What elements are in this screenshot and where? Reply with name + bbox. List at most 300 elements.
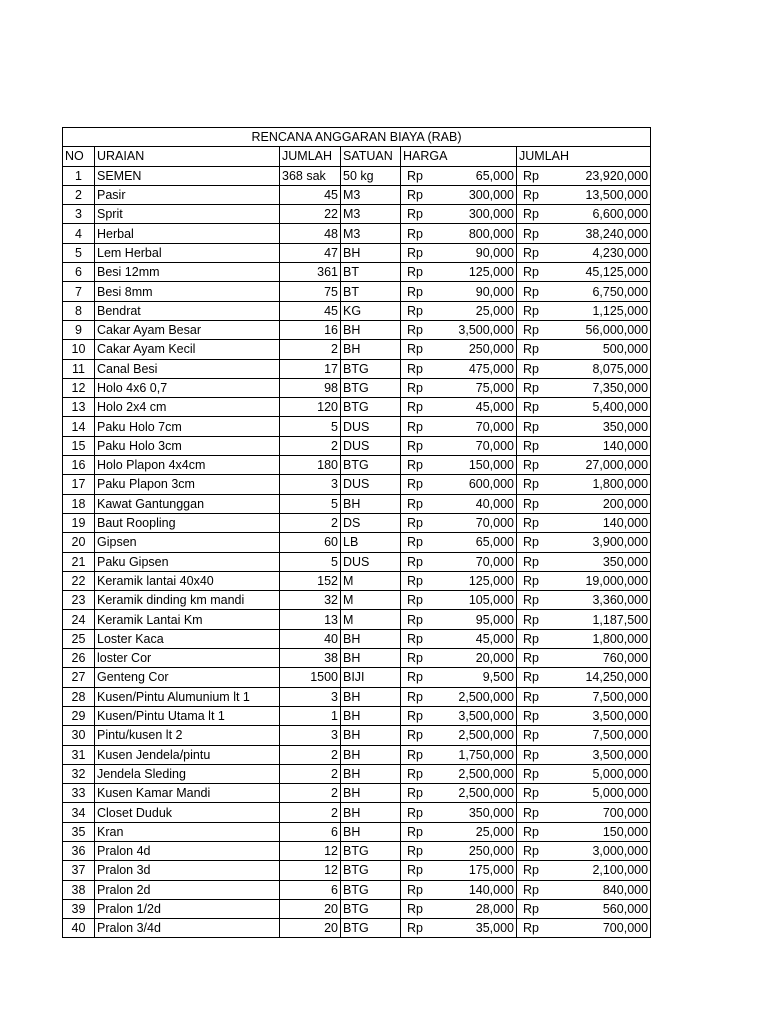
- currency-label: Rp: [523, 245, 539, 260]
- row-satuan: 50 kg: [341, 166, 401, 185]
- row-jumlah: 22: [280, 205, 341, 224]
- row-total: [517, 552, 651, 571]
- row-harga: [401, 263, 517, 282]
- table-row: [63, 803, 651, 822]
- currency-label: Rp: [407, 496, 423, 511]
- currency-label: Rp: [407, 612, 423, 627]
- currency-label: Rp: [523, 458, 539, 473]
- currency-label: Rp: [523, 303, 539, 318]
- row-satuan: DUS: [341, 417, 401, 436]
- table-row: [63, 706, 651, 725]
- header-harga: HARGA: [401, 147, 517, 166]
- row-no: 3: [63, 205, 95, 224]
- row-uraian: Paku Gipsen: [95, 552, 280, 571]
- row-jumlah: 3: [280, 475, 341, 494]
- row-harga: [401, 822, 517, 841]
- currency-label: Rp: [407, 535, 423, 550]
- row-satuan: BTG: [341, 378, 401, 397]
- row-no: 34: [63, 803, 95, 822]
- row-satuan: M3: [341, 185, 401, 204]
- row-harga: [401, 803, 517, 822]
- row-harga: [401, 919, 517, 938]
- title-row: [63, 128, 651, 147]
- row-satuan: BIJI: [341, 668, 401, 687]
- row-total: [517, 513, 651, 532]
- currency-label: Rp: [407, 786, 423, 801]
- row-uraian: Lem Herbal: [95, 243, 280, 262]
- row-satuan: BH: [341, 494, 401, 513]
- row-total: [517, 282, 651, 301]
- currency-label: Rp: [523, 477, 539, 492]
- row-satuan: BTG: [341, 899, 401, 918]
- row-total: [517, 861, 651, 880]
- row-harga: [401, 591, 517, 610]
- harga-value: 105,000: [468, 593, 514, 608]
- row-total: [517, 649, 651, 668]
- row-no: 32: [63, 764, 95, 783]
- harga-value: 2,500,000: [458, 728, 514, 743]
- table-row: [63, 552, 651, 571]
- row-harga: [401, 687, 517, 706]
- harga-value: 250,000: [468, 342, 514, 357]
- row-satuan: BH: [341, 649, 401, 668]
- row-satuan: M: [341, 610, 401, 629]
- currency-label: Rp: [523, 689, 539, 704]
- row-total: [517, 591, 651, 610]
- row-no: 10: [63, 340, 95, 359]
- harga-value: 350,000: [468, 805, 514, 820]
- row-total: [517, 533, 651, 552]
- table-row: [63, 417, 651, 436]
- header-uraian: URAIAN: [95, 147, 280, 166]
- total-value: 140,000: [602, 438, 649, 453]
- row-uraian: Holo 4x6 0,7: [95, 378, 280, 397]
- row-satuan: BH: [341, 822, 401, 841]
- row-satuan: DUS: [341, 475, 401, 494]
- table-row: [63, 513, 651, 532]
- row-no: 19: [63, 513, 95, 532]
- row-jumlah: 2: [280, 340, 341, 359]
- row-harga: [401, 571, 517, 590]
- harga-value: 45,000: [475, 631, 514, 646]
- total-value: 3,000,000: [592, 844, 649, 859]
- row-total: [517, 745, 651, 764]
- row-total: [517, 919, 651, 938]
- harga-value: 70,000: [475, 419, 514, 434]
- currency-label: Rp: [523, 863, 539, 878]
- total-value: 350,000: [602, 419, 649, 434]
- currency-label: Rp: [523, 284, 539, 299]
- currency-label: Rp: [523, 554, 539, 569]
- total-value: 5,000,000: [592, 786, 649, 801]
- row-jumlah: 6: [280, 822, 341, 841]
- currency-label: Rp: [523, 381, 539, 395]
- total-value: 14,250,000: [585, 670, 649, 685]
- row-jumlah: 1: [280, 706, 341, 725]
- row-no: 23: [63, 591, 95, 610]
- row-total: [517, 301, 651, 320]
- harga-value: 300,000: [468, 207, 514, 222]
- row-harga: [401, 745, 517, 764]
- row-no: 5: [63, 243, 95, 262]
- row-harga: [401, 282, 517, 301]
- harga-value: 300,000: [468, 188, 514, 203]
- total-value: 23,920,000: [585, 168, 649, 183]
- row-jumlah: 361: [280, 263, 341, 282]
- row-total: [517, 784, 651, 803]
- row-total: [517, 359, 651, 378]
- row-uraian: Besi 12mm: [95, 263, 280, 282]
- row-uraian: Baut Roopling: [95, 513, 280, 532]
- currency-label: Rp: [407, 921, 423, 936]
- row-satuan: BH: [341, 745, 401, 764]
- row-jumlah: 152: [280, 571, 341, 590]
- row-harga: [401, 649, 517, 668]
- row-satuan: BH: [341, 243, 401, 262]
- total-value: 7,500,000: [592, 728, 649, 743]
- row-no: 11: [63, 359, 95, 378]
- row-no: 26: [63, 649, 95, 668]
- row-total: [517, 687, 651, 706]
- row-jumlah: 48: [280, 224, 341, 243]
- row-harga: [401, 436, 517, 455]
- table-row: [63, 822, 651, 841]
- currency-label: Rp: [523, 844, 539, 859]
- total-value: 760,000: [602, 651, 649, 666]
- currency-label: Rp: [523, 188, 539, 203]
- row-no: 25: [63, 629, 95, 648]
- currency-label: Rp: [407, 554, 423, 569]
- table-row: [63, 668, 651, 687]
- row-satuan: DUS: [341, 436, 401, 455]
- currency-label: Rp: [523, 882, 539, 897]
- row-harga: [401, 205, 517, 224]
- harga-value: 125,000: [468, 573, 514, 588]
- currency-label: Rp: [407, 419, 423, 434]
- harga-value: 90,000: [475, 284, 514, 299]
- table-row: [63, 475, 651, 494]
- row-jumlah: 120: [280, 398, 341, 417]
- table-row: [63, 224, 651, 243]
- harga-value: 75,000: [475, 381, 514, 395]
- currency-label: Rp: [407, 342, 423, 357]
- harga-value: 65,000: [475, 535, 514, 550]
- row-no: 8: [63, 301, 95, 320]
- table-row: [63, 456, 651, 475]
- currency-label: Rp: [407, 902, 423, 917]
- row-no: 15: [63, 436, 95, 455]
- row-uraian: Keramik lantai 40x40: [95, 571, 280, 590]
- currency-label: Rp: [523, 709, 539, 724]
- row-no: 21: [63, 552, 95, 571]
- harga-value: 2,500,000: [458, 766, 514, 781]
- currency-label: Rp: [523, 207, 539, 222]
- row-satuan: BTG: [341, 861, 401, 880]
- row-no: 2: [63, 185, 95, 204]
- currency-label: Rp: [523, 786, 539, 801]
- harga-value: 2,500,000: [458, 786, 514, 801]
- row-no: 29: [63, 706, 95, 725]
- row-uraian: Pasir: [95, 185, 280, 204]
- total-value: 45,125,000: [585, 265, 649, 280]
- row-harga: [401, 398, 517, 417]
- harga-value: 175,000: [468, 863, 514, 878]
- row-uraian: Closet Duduk: [95, 803, 280, 822]
- row-harga: [401, 880, 517, 899]
- total-value: 150,000: [602, 824, 649, 839]
- harga-value: 3,500,000: [458, 323, 514, 338]
- total-value: 56,000,000: [585, 323, 649, 338]
- table-row: [63, 359, 651, 378]
- total-value: 38,240,000: [585, 226, 649, 241]
- row-uraian: Paku Plapon 3cm: [95, 475, 280, 494]
- harga-value: 9,500: [482, 670, 514, 685]
- row-no: 30: [63, 726, 95, 745]
- row-uraian: Keramik Lantai Km: [95, 610, 280, 629]
- row-uraian: Pralon 1/2d: [95, 899, 280, 918]
- row-harga: [401, 320, 517, 339]
- row-satuan: BH: [341, 726, 401, 745]
- currency-label: Rp: [407, 728, 423, 743]
- harga-value: 250,000: [468, 844, 514, 859]
- currency-label: Rp: [407, 573, 423, 588]
- row-harga: [401, 224, 517, 243]
- row-total: [517, 417, 651, 436]
- harga-value: 475,000: [468, 361, 514, 376]
- row-harga: [401, 475, 517, 494]
- row-jumlah: 38: [280, 649, 341, 668]
- row-satuan: BH: [341, 803, 401, 822]
- total-value: 1,800,000: [592, 477, 649, 492]
- currency-label: Rp: [523, 342, 539, 357]
- row-harga: [401, 456, 517, 475]
- row-total: [517, 764, 651, 783]
- currency-label: Rp: [407, 207, 423, 222]
- row-no: 39: [63, 899, 95, 918]
- row-harga: [401, 513, 517, 532]
- harga-value: 25,000: [475, 824, 514, 839]
- row-satuan: M3: [341, 205, 401, 224]
- row-uraian: Holo 2x4 cm: [95, 398, 280, 417]
- row-harga: [401, 417, 517, 436]
- row-uraian: Bendrat: [95, 301, 280, 320]
- harga-value: 90,000: [475, 245, 514, 260]
- row-total: [517, 494, 651, 513]
- currency-label: Rp: [523, 747, 539, 762]
- row-jumlah: 3: [280, 726, 341, 745]
- header-no: NO: [63, 147, 95, 166]
- currency-label: Rp: [407, 381, 423, 395]
- row-no: 22: [63, 571, 95, 590]
- total-value: 3,360,000: [592, 593, 649, 608]
- currency-label: Rp: [523, 496, 539, 511]
- row-satuan: BT: [341, 282, 401, 301]
- row-satuan: DUS: [341, 552, 401, 571]
- table-row: [63, 494, 651, 513]
- row-jumlah: 5: [280, 417, 341, 436]
- row-harga: [401, 552, 517, 571]
- currency-label: Rp: [523, 361, 539, 376]
- row-no: 24: [63, 610, 95, 629]
- row-total: [517, 378, 651, 397]
- row-satuan: M3: [341, 224, 401, 243]
- currency-label: Rp: [407, 458, 423, 473]
- row-uraian: Kran: [95, 822, 280, 841]
- row-jumlah: 47: [280, 243, 341, 262]
- row-total: [517, 340, 651, 359]
- harga-value: 45,000: [475, 400, 514, 415]
- currency-label: Rp: [407, 709, 423, 724]
- total-value: 5,400,000: [592, 400, 649, 415]
- total-value: 6,750,000: [592, 284, 649, 299]
- currency-label: Rp: [407, 438, 423, 453]
- currency-label: Rp: [407, 284, 423, 299]
- row-jumlah: 368 sak: [280, 166, 341, 185]
- row-jumlah: 2: [280, 764, 341, 783]
- total-value: 7,500,000: [592, 689, 649, 704]
- row-jumlah: 2: [280, 745, 341, 764]
- table-row: [63, 687, 651, 706]
- row-harga: [401, 610, 517, 629]
- row-no: 38: [63, 880, 95, 899]
- harga-value: 125,000: [468, 265, 514, 280]
- row-no: 17: [63, 475, 95, 494]
- row-satuan: BTG: [341, 841, 401, 860]
- row-uraian: Kusen/Pintu Alumunium lt 1: [95, 687, 280, 706]
- row-jumlah: 75: [280, 282, 341, 301]
- currency-label: Rp: [523, 168, 539, 183]
- row-no: 4: [63, 224, 95, 243]
- table-row: [63, 301, 651, 320]
- table-row: [63, 320, 651, 339]
- row-satuan: BT: [341, 263, 401, 282]
- row-harga: [401, 706, 517, 725]
- row-uraian: Holo Plapon 4x4cm: [95, 456, 280, 475]
- row-uraian: Pralon 4d: [95, 841, 280, 860]
- row-no: 28: [63, 687, 95, 706]
- row-total: [517, 398, 651, 417]
- total-value: 1,125,000: [592, 303, 649, 318]
- row-uraian: Herbal: [95, 224, 280, 243]
- row-satuan: BTG: [341, 919, 401, 938]
- currency-label: Rp: [523, 824, 539, 839]
- row-no: 31: [63, 745, 95, 764]
- row-uraian: Kusen/Pintu Utama lt 1: [95, 706, 280, 725]
- row-jumlah: 2: [280, 803, 341, 822]
- header-total: JUMLAH: [517, 147, 651, 166]
- currency-label: Rp: [523, 805, 539, 820]
- row-jumlah: 6: [280, 880, 341, 899]
- row-satuan: BH: [341, 629, 401, 648]
- currency-label: Rp: [407, 265, 423, 280]
- row-jumlah: 45: [280, 301, 341, 320]
- table-row: [63, 571, 651, 590]
- row-no: 7: [63, 282, 95, 301]
- row-total: [517, 436, 651, 455]
- row-no: 16: [63, 456, 95, 475]
- total-value: 3,500,000: [592, 747, 649, 762]
- total-value: 500,000: [602, 342, 649, 357]
- total-value: 19,000,000: [585, 573, 649, 588]
- currency-label: Rp: [523, 419, 539, 434]
- row-total: [517, 880, 651, 899]
- row-total: [517, 610, 651, 629]
- row-jumlah: 17: [280, 359, 341, 378]
- currency-label: Rp: [407, 168, 423, 183]
- row-no: 13: [63, 398, 95, 417]
- row-satuan: M: [341, 591, 401, 610]
- row-total: [517, 475, 651, 494]
- total-value: 1,187,500: [592, 612, 649, 627]
- row-uraian: Canal Besi: [95, 359, 280, 378]
- harga-value: 65,000: [475, 168, 514, 183]
- header-satuan: SATUAN: [341, 147, 401, 166]
- row-uraian: Cakar Ayam Besar: [95, 320, 280, 339]
- row-uraian: Loster Kaca: [95, 629, 280, 648]
- row-total: [517, 629, 651, 648]
- row-satuan: BTG: [341, 880, 401, 899]
- total-value: 8,075,000: [592, 361, 649, 376]
- table-row: [63, 243, 651, 262]
- row-satuan: BTG: [341, 398, 401, 417]
- currency-label: Rp: [523, 902, 539, 917]
- rab-table: [62, 127, 651, 938]
- row-no: 1: [63, 166, 95, 185]
- table-row: [63, 861, 651, 880]
- row-no: 14: [63, 417, 95, 436]
- row-harga: [401, 784, 517, 803]
- table-row: [63, 263, 651, 282]
- currency-label: Rp: [407, 766, 423, 781]
- row-total: [517, 668, 651, 687]
- table-row: [63, 185, 651, 204]
- currency-label: Rp: [407, 245, 423, 260]
- total-value: 6,600,000: [592, 207, 649, 222]
- row-no: 36: [63, 841, 95, 860]
- row-no: 37: [63, 861, 95, 880]
- row-uraian: Pralon 2d: [95, 880, 280, 899]
- table-row: [63, 880, 651, 899]
- row-jumlah: 32: [280, 591, 341, 610]
- harga-value: 20,000: [475, 651, 514, 666]
- row-no: 40: [63, 919, 95, 938]
- total-value: 200,000: [602, 496, 649, 511]
- row-harga: [401, 899, 517, 918]
- currency-label: Rp: [523, 516, 539, 531]
- row-jumlah: 40: [280, 629, 341, 648]
- row-no: 35: [63, 822, 95, 841]
- row-jumlah: 1500: [280, 668, 341, 687]
- table-title: RENCANA ANGGARAN BIAYA (RAB): [63, 128, 651, 147]
- row-uraian: Gipsen: [95, 533, 280, 552]
- total-value: 700,000: [602, 921, 649, 936]
- harga-value: 800,000: [468, 226, 514, 241]
- row-uraian: Pralon 3/4d: [95, 919, 280, 938]
- currency-label: Rp: [407, 805, 423, 820]
- harga-value: 3,500,000: [458, 709, 514, 724]
- row-satuan: BTG: [341, 456, 401, 475]
- total-value: 840,000: [602, 882, 649, 897]
- row-uraian: Besi 8mm: [95, 282, 280, 301]
- row-satuan: M: [341, 571, 401, 590]
- row-no: 33: [63, 784, 95, 803]
- currency-label: Rp: [407, 631, 423, 646]
- currency-label: Rp: [523, 593, 539, 608]
- currency-label: Rp: [407, 361, 423, 376]
- currency-label: Rp: [407, 226, 423, 241]
- currency-label: Rp: [407, 188, 423, 203]
- row-harga: [401, 166, 517, 185]
